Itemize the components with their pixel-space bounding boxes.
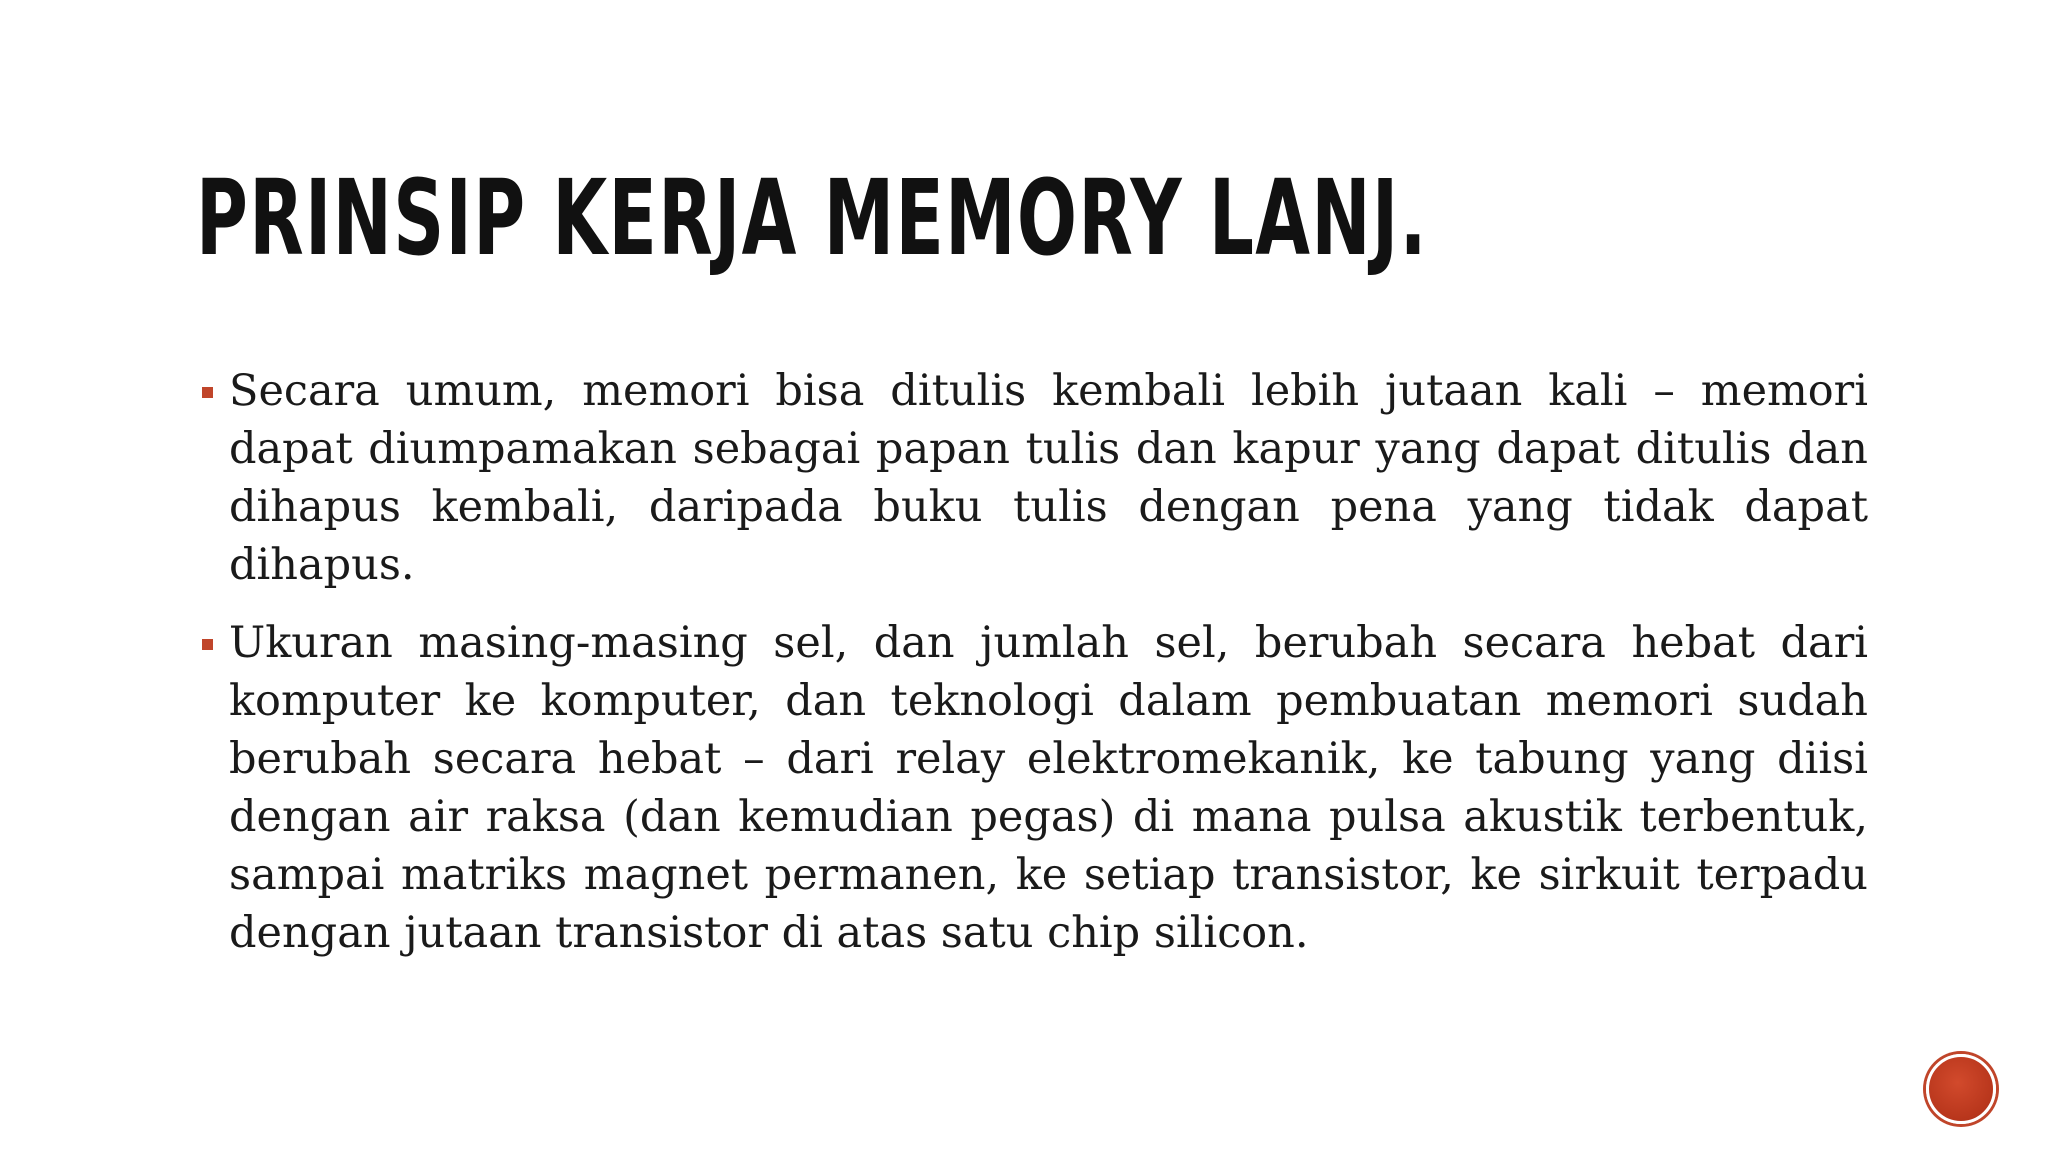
- slide-title: PRINSIP KERJA MEMORY LANJ.: [196, 157, 1428, 279]
- bullet-item: [200, 614, 1868, 962]
- bullet-text: Ukuran masing-masing sel, dan jumlah sel, berubah secara hebat dari komputer ke komputer, dan teknologi dalam pembuatan memori sudah berubah secara hebat – dari relay elektromekanik, ke tabung yang diisi dengan air raksa (dan kemudian pegas) di mana pulsa akustik terbentuk, sampai matriks magnet permanen, ke setiap transistor, ke sirkuit terpadu dengan jutaan transistor di atas satu chip silicon.: [229, 618, 1868, 958]
- bullet-text: Secara umum, memori bisa ditulis kembali lebih jutaan kali – memori dapat diumpamakan sebagai papan tulis dan kapur yang dapat ditulis dan dihapus kembali, daripada buku tulis dengan pena yang tidak dapat dihapus.: [229, 366, 1868, 590]
- bullet-list: [200, 362, 1868, 982]
- square-bullet-icon: [202, 387, 213, 398]
- red-circle-icon[interactable]: [1926, 1054, 1996, 1124]
- bullet-item: [200, 362, 1868, 594]
- square-bullet-icon: [202, 639, 213, 650]
